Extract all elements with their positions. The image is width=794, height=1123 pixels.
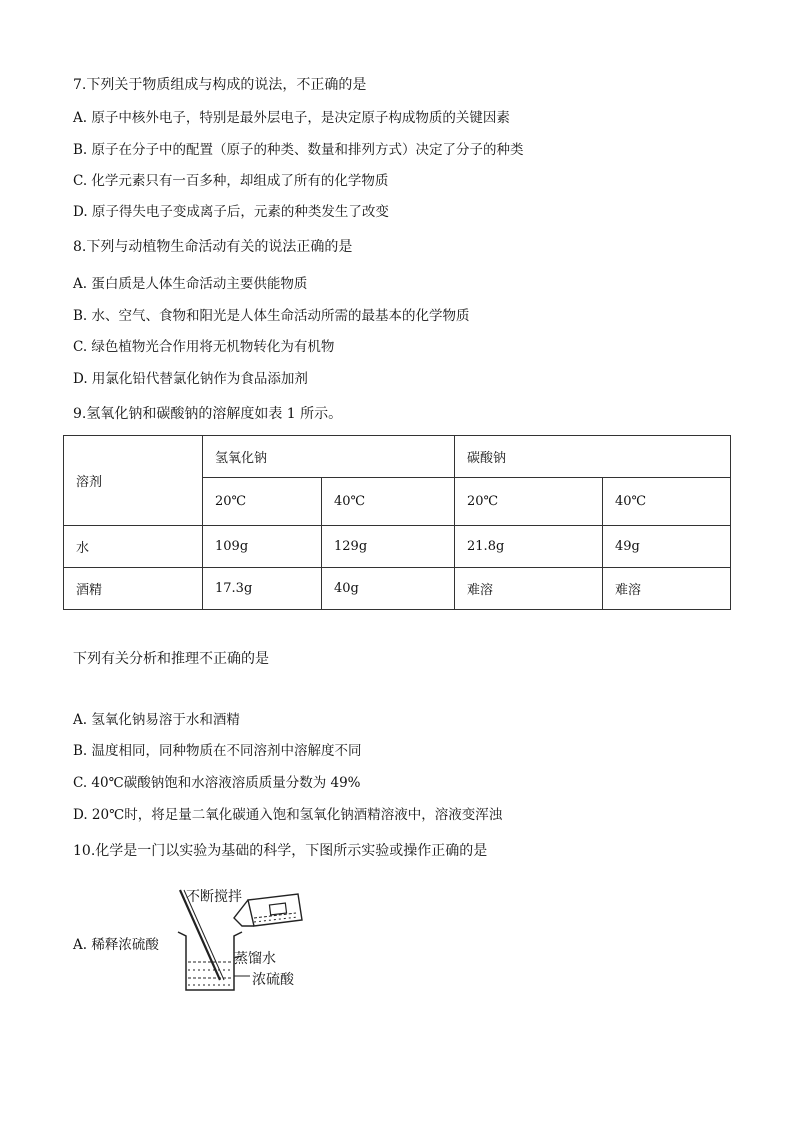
solvent-header: 溶剂: [64, 436, 203, 526]
value-cell: 109g: [203, 526, 322, 568]
q7-stem: 7.下列关于物质组成与构成的说法，不正确的是: [73, 77, 367, 93]
q9-stem: 9.氢氧化钠和碳酸钠的溶解度如表 1 所示。: [73, 406, 343, 422]
solvent-cell: 酒精: [64, 568, 203, 610]
value-cell: 40g: [322, 568, 455, 610]
q8-option-c: C. 绿色植物光合作用将无机物转化为有机物: [73, 339, 335, 355]
temp-header: 20℃: [455, 478, 603, 526]
q10-option-a: A. 稀释浓硫酸: [73, 937, 159, 953]
label-water: 蒸馏水: [234, 951, 276, 967]
q9-option-b: B. 温度相同，同种物质在不同溶剂中溶解度不同: [73, 743, 362, 759]
label-acid: 浓硫酸: [252, 972, 294, 988]
table-row: [64, 526, 731, 568]
q10-stem: 10.化学是一门以实验为基础的科学，下图所示实验或操作正确的是: [73, 843, 488, 859]
q7-option-b: B. 原子在分子中的配置（原子的种类、数量和排列方式）决定了分子的种类: [73, 142, 524, 158]
q7-option-d: D. 原子得失电子变成离子后，元素的种类发生了改变: [73, 204, 389, 220]
group-header-na2co3: 碳酸钠: [455, 436, 731, 478]
reagent-bottle: [234, 894, 302, 926]
value-cell: 129g: [322, 526, 455, 568]
q8-stem: 8.下列与动植物生命活动有关的说法正确的是: [73, 239, 353, 255]
q8-option-b: B. 水、空气、食物和阳光是人体生命活动所需的最基本的化学物质: [73, 308, 470, 324]
temp-header: 20℃: [203, 478, 322, 526]
temp-header: 40℃: [322, 478, 455, 526]
value-cell: 49g: [603, 526, 731, 568]
beaker: [178, 932, 242, 990]
solubility-table: [63, 435, 731, 610]
group-header-naoh: 氢氧化钠: [203, 436, 455, 478]
solvent-cell: 水: [64, 526, 203, 568]
value-cell: 17.3g: [203, 568, 322, 610]
q8-option-a: A. 蛋白质是人体生命活动主要供能物质: [73, 276, 308, 292]
label-stir: 不断搅拌: [186, 889, 242, 905]
value-cell: 难溶: [455, 568, 603, 610]
q9-option-d: D. 20℃时，将足量二氧化碳通入饱和氢氧化钠酒精溶液中，溶液变浑浊: [73, 807, 503, 823]
beaker-diagram: [150, 880, 350, 1000]
table-header-row: [64, 436, 731, 478]
q8-option-d: D. 用氯化铅代替氯化钠作为食品添加剂: [73, 371, 308, 387]
value-cell: 21.8g: [455, 526, 603, 568]
q7-option-c: C. 化学元素只有一百多种，却组成了所有的化学物质: [73, 173, 389, 189]
table-row: [64, 568, 731, 610]
q7-option-a: A. 原子中核外电子，特别是最外层电子，是决定原子构成物质的关键因素: [73, 110, 510, 126]
temp-header: 40℃: [603, 478, 731, 526]
q9-option-c: C. 40℃碳酸钠饱和水溶液溶质质量分数为 49%: [73, 775, 361, 791]
value-cell: 难溶: [603, 568, 731, 610]
q9-option-a: A. 氢氧化钠易溶于水和酒精: [73, 712, 240, 728]
dilution-figure: [150, 880, 350, 1000]
q9-prompt: 下列有关分析和推理不正确的是: [73, 651, 269, 667]
liquid: [188, 962, 232, 985]
